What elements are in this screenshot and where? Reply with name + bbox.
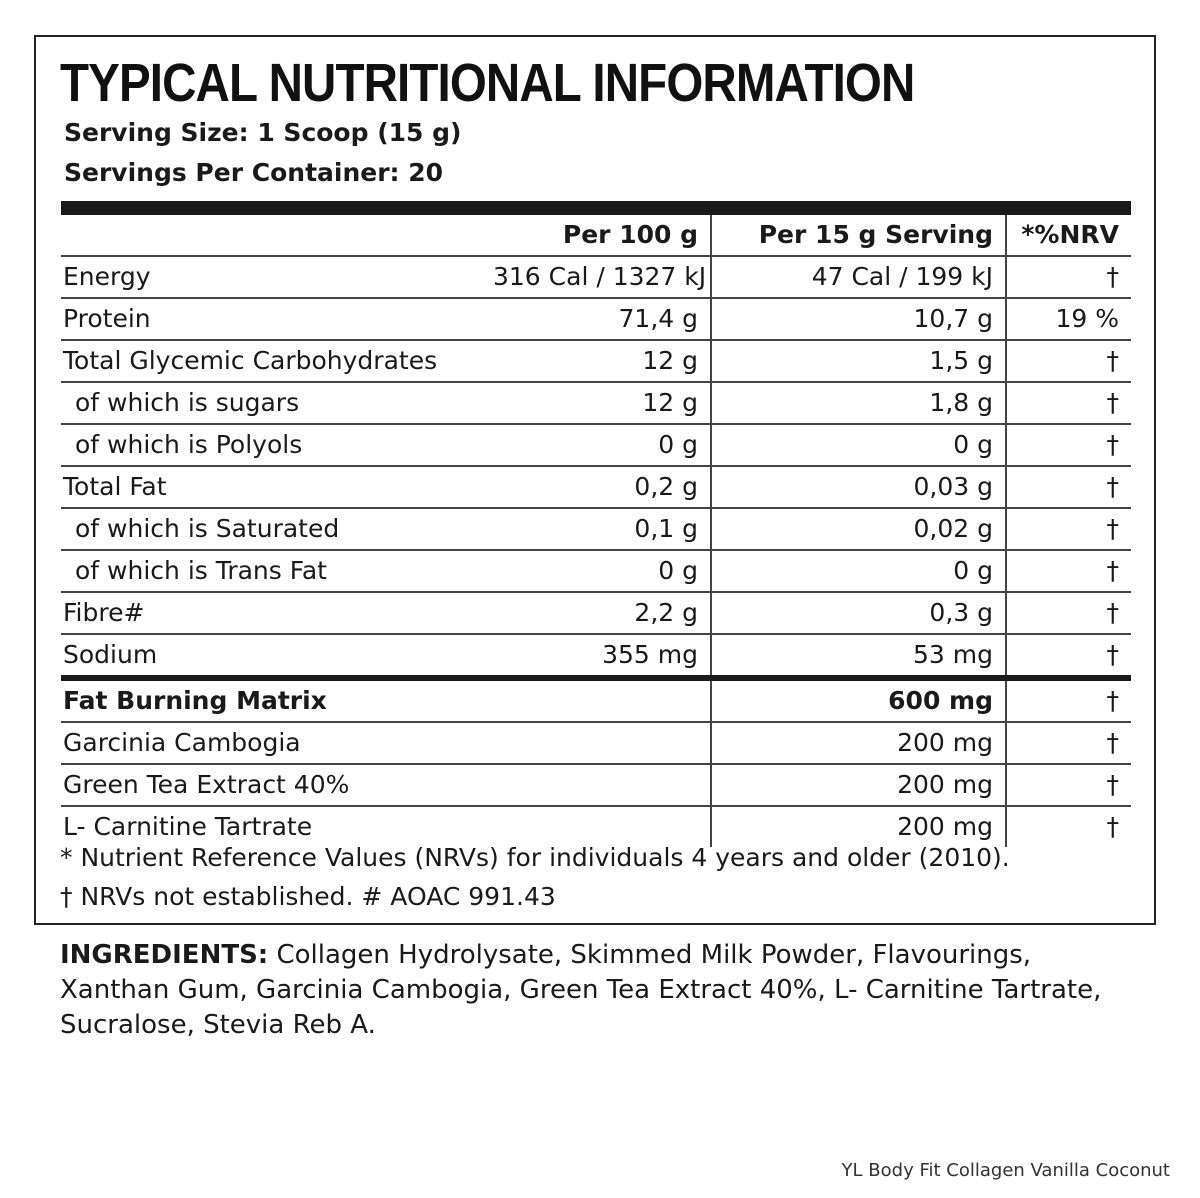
per-serving-value: 0 g [711, 550, 1006, 592]
header-nrv: *%NRV [1006, 215, 1131, 256]
matrix-name: Fat Burning Matrix [61, 678, 491, 722]
header-per-100g: Per 100 g [491, 215, 711, 256]
table-row [61, 722, 1131, 764]
per-100g-value: 0 g [491, 550, 711, 592]
nutrient-name: Total Glycemic Carbohydrates [61, 340, 491, 382]
nutrient-name: of which is Saturated [61, 508, 491, 550]
nutrient-name: Fibre# [61, 592, 491, 634]
matrix-per-100g [491, 678, 711, 722]
table-row [61, 424, 1131, 466]
per-serving-value: 1,8 g [711, 382, 1006, 424]
table-header-row [61, 215, 1131, 256]
table-row [61, 382, 1131, 424]
nutrient-name: Energy [61, 256, 491, 298]
table-row [61, 298, 1131, 340]
per-100g-value: 2,2 g [491, 592, 711, 634]
table-row [61, 764, 1131, 806]
nrv-value: † [1006, 424, 1131, 466]
per-serving-value: 0,3 g [711, 592, 1006, 634]
nutrition-table [61, 201, 1131, 847]
ingredients [60, 938, 1120, 1043]
nrv-value: † [1006, 466, 1131, 508]
ingredients-label: INGREDIENTS: [60, 940, 269, 970]
table-row [61, 256, 1131, 298]
ingredient-name: Green Tea Extract 40% [61, 764, 491, 806]
nutrient-name: Sodium [61, 634, 491, 678]
per-100g-value: 0,1 g [491, 508, 711, 550]
table-row [61, 466, 1131, 508]
table-row [61, 592, 1131, 634]
per-100g-value: 12 g [491, 340, 711, 382]
nrv-value: † [1006, 256, 1131, 298]
nutrient-name: Total Fat [61, 466, 491, 508]
per-100g-value: 316 Cal / 1327 kJ [491, 256, 711, 298]
header-band [61, 201, 1131, 215]
matrix-nrv: † [1006, 678, 1131, 722]
servings-per-container: Servings Per Container: 20 [64, 158, 444, 187]
matrix-row [61, 678, 1131, 722]
table-row [61, 508, 1131, 550]
panel-title: TYPICAL NUTRITIONAL INFORMATION [60, 53, 915, 113]
table-row [61, 634, 1131, 678]
nrv-value: † [1006, 634, 1131, 678]
per-serving-value: 10,7 g [711, 298, 1006, 340]
footnote-nrv: * Nutrient Reference Values (NRVs) for individuals 4 years and older (2010). [60, 843, 1010, 872]
matrix-per-serving: 600 mg [711, 678, 1006, 722]
product-name: YL Body Fit Collagen Vanilla Coconut [841, 1160, 1170, 1181]
nrv-value: † [1006, 592, 1131, 634]
nrv-value: † [1006, 382, 1131, 424]
nutrient-name: of which is sugars [61, 382, 491, 424]
nrv-value: † [1006, 722, 1131, 764]
per-serving-value: 53 mg [711, 634, 1006, 678]
nrv-value: † [1006, 764, 1131, 806]
ingredient-name: Garcinia Cambogia [61, 722, 491, 764]
nrv-value: † [1006, 508, 1131, 550]
per-100g-value: 0 g [491, 424, 711, 466]
per-serving-value: 0,02 g [711, 508, 1006, 550]
header-nutrient [61, 215, 491, 256]
serving-size: Serving Size: 1 Scoop (15 g) [64, 118, 462, 147]
per-100g-value: 12 g [491, 382, 711, 424]
nutrient-name: of which is Trans Fat [61, 550, 491, 592]
per-serving-value: 200 mg [711, 764, 1006, 806]
nrv-value: 19 % [1006, 298, 1131, 340]
per-100g-value [491, 722, 711, 764]
nutrition-panel [34, 35, 1156, 925]
per-serving-value: 47 Cal / 199 kJ [711, 256, 1006, 298]
per-serving-value: 0,03 g [711, 466, 1006, 508]
ingredients-text: Collagen Hydrolysate, Skimmed Milk Powder, Flavourings, Xanthan Gum, Garcinia Cambogia, Green Tea Extract 40%, L- Carnitine Tartrate, Sucralose, Stevia Reb A. [60, 940, 1102, 1040]
per-serving-value: 0 g [711, 424, 1006, 466]
per-serving-value: 200 mg [711, 722, 1006, 764]
per-100g-value [491, 764, 711, 806]
footnote-not-established: † NRVs not established. # AOAC 991.43 [60, 882, 556, 911]
nrv-value: † [1006, 550, 1131, 592]
nrv-value: † [1006, 806, 1131, 847]
table-row [61, 340, 1131, 382]
per-100g-value: 71,4 g [491, 298, 711, 340]
table-row [61, 550, 1131, 592]
nutrient-name: Protein [61, 298, 491, 340]
per-serving-value: 200 mg [711, 806, 1006, 847]
per-serving-value: 1,5 g [711, 340, 1006, 382]
nrv-value: † [1006, 340, 1131, 382]
per-100g-value: 355 mg [491, 634, 711, 678]
per-100g-value: 0,2 g [491, 466, 711, 508]
header-per-serving: Per 15 g Serving [711, 215, 1006, 256]
nutrient-name: of which is Polyols [61, 424, 491, 466]
ingredient-name: L- Carnitine Tartrate [63, 812, 313, 841]
